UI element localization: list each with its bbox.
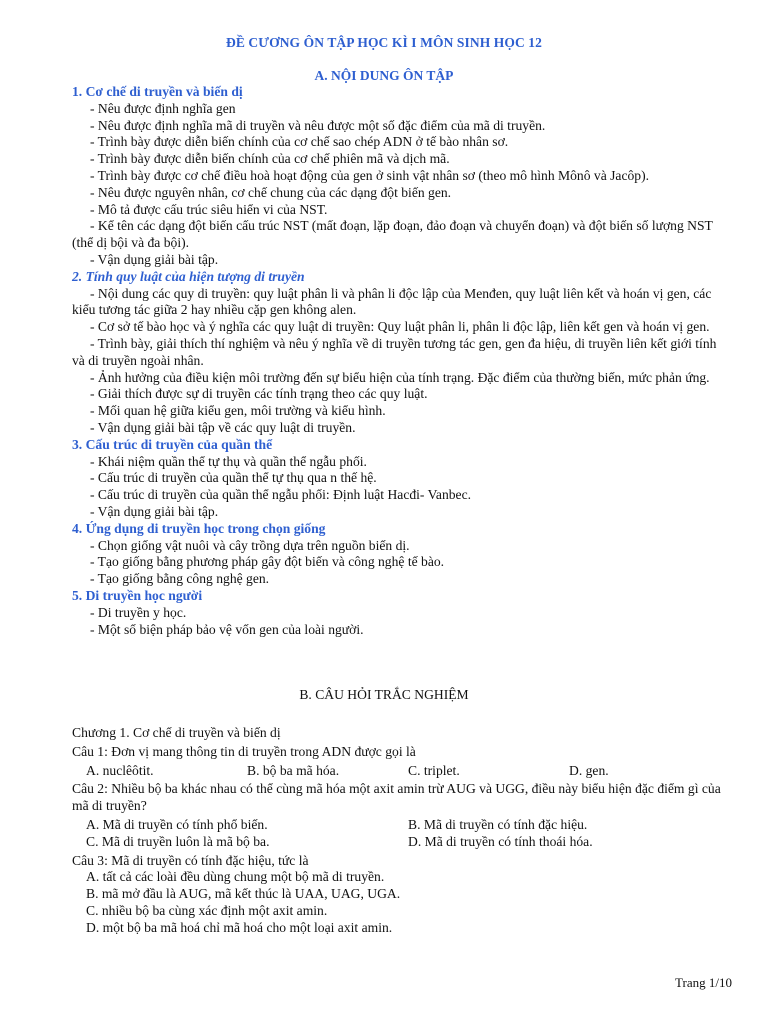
list-item: - Nêu được định nghĩa mã di truyền và nêu được một số đặc điểm của mã di truyền.: [90, 117, 546, 133]
question-1: Câu 1: Đơn vị mang thông tin di truyền trong ADN được gọi là: [72, 743, 416, 759]
list-item: - Nội dung các quy di truyền: quy luật phân li và phân li độc lập của Menđen, quy luật liên kết và hoán vị gen, các kiểu tương tác giữa 2 hay nhiều cặp gen không alen.: [72, 285, 712, 318]
list-item: - Mô tả được cấu trúc siêu hiển vi của NST.: [90, 201, 328, 217]
list-item: - Trình bày được cơ chế điều hoà hoạt động của gen ở sinh vật nhân sơ (theo mô hình Mônô và Jacôp).: [90, 167, 649, 183]
option-c: C. Mã di truyền luôn là mã bộ ba.: [86, 833, 270, 849]
section-heading-4: 4. Ứng dụng di truyền học trong chọn giống: [72, 520, 326, 536]
page-number: Trang 1/10: [675, 975, 732, 990]
list-item: - Cấu trúc di truyền của quần thể tự thụ qua n thế hệ.: [90, 470, 377, 486]
list-item: - Chọn giống vật nuôi và cây trồng dựa trên nguồn biến dị.: [90, 537, 410, 553]
option-b: B. mã mở đầu là AUG, mã kết thúc là UAA, UAG, UGA.: [86, 886, 401, 902]
list-item: - Kể tên các dạng đột biến cấu trúc NST (mất đoạn, lặp đoạn, đảo đoạn và chuyển đoạn) và đột biến số lượng NST (thể dị bội và đa bội).: [72, 218, 713, 251]
list-item: - Cơ sở tế bào học và ý nghĩa các quy luật di truyền: Quy luật phân li, phân li độc lập, liên kết gen và hoán vị gen.: [90, 319, 710, 335]
list-item: - Tạo giống bằng phương pháp gây đột biến và công nghệ tế bào.: [90, 554, 445, 570]
list-item: - Nêu được nguyên nhân, cơ chế chung của các dạng đột biến gen.: [90, 184, 452, 200]
option-d: D. Mã di truyền có tính thoái hóa.: [408, 833, 593, 849]
question-2: Câu 2: Nhiều bộ ba khác nhau có thể cùng mã hóa một axit amin trừ AUG và UGG, điều này biểu hiện đặc điểm gì của mã di truyền?: [72, 781, 721, 814]
chapter-title: Chương 1. Cơ chế di truyền và biến dị: [72, 725, 281, 740]
option-d: D. gen.: [569, 762, 609, 778]
option-c: C. triplet.: [408, 762, 460, 778]
list-item: - Vận dụng giải bài tập.: [90, 503, 219, 519]
question-1-options: [72, 763, 737, 780]
list-item: - Trình bày, giải thích thí nghiệm và nêu ý nghĩa về di truyền tương tác gen, gen đa hiệu, di truyền liên kết giới tính và di truyền ngoài nhân.: [72, 335, 717, 368]
option-a: A. nuclêôtit.: [86, 762, 154, 778]
question-2-options: [72, 817, 737, 851]
option-c: C. nhiều bộ ba cùng xác định một axit amin.: [86, 902, 328, 918]
list-item: - Vận dụng giải bài tập.: [90, 251, 219, 267]
option-a: A. tất cả các loài đều dùng chung một bộ mã di truyền.: [86, 869, 385, 885]
quiz-section: [72, 725, 737, 937]
list-item: - Tạo giống bằng công nghệ gen.: [90, 571, 270, 587]
review-content: [72, 84, 732, 638]
section-heading-2: 2. Tính quy luật của hiện tượng di truyền: [72, 268, 305, 284]
section-heading-3: 3. Cấu trúc di truyền của quần thể: [72, 436, 273, 452]
list-item: - Mối quan hệ giữa kiểu gen, môi trường và kiểu hình.: [90, 403, 386, 419]
list-item: - Một số biện pháp bảo vệ vốn gen của loài người.: [90, 621, 364, 637]
option-b: B. bộ ba mã hóa.: [247, 762, 340, 778]
section-heading-5: 5. Di truyền học người: [72, 587, 203, 603]
question-3: Câu 3: Mã di truyền có tính đặc hiệu, tức là: [72, 852, 309, 868]
list-item: - Nêu được định nghĩa gen: [90, 100, 236, 116]
list-item: - Trình bày được diễn biến chính của cơ chế phiên mã và dịch mã.: [90, 151, 450, 167]
list-item: - Vận dụng giải bài tập về các quy luật di truyền.: [90, 419, 356, 435]
list-item: - Giải thích được sự di truyền các tính trạng theo các quy luật.: [90, 386, 428, 402]
option-d: D. một bộ ba mã hoá chỉ mã hoá cho một loại axit amin.: [86, 919, 393, 935]
section-b-title: B. CÂU HỎI TRẮC NGHIỆM: [299, 687, 469, 702]
list-item: - Khái niệm quần thể tự thụ và quần thể ngẫu phối.: [90, 453, 367, 469]
option-b: B. Mã di truyền có tính đặc hiệu.: [408, 816, 588, 832]
section-a-title: A. NỘI DUNG ÔN TẬP: [314, 68, 454, 83]
list-item: - Ảnh hưởng của điều kiện môi trường đến sự biểu hiện của tính trạng. Đặc điểm của thường biến, mức phản ứng.: [90, 369, 710, 385]
list-item: - Di truyền y học.: [90, 604, 187, 620]
document-title: ĐỀ CƯƠNG ÔN TẬP HỌC KÌ I MÔN SINH HỌC 12: [225, 35, 543, 50]
list-item: - Cấu trúc di truyền của quần thể ngẫu phối: Định luật Hacđi- Vanbec.: [90, 487, 472, 503]
list-item: - Trình bày được diễn biến chính của cơ chế sao chép ADN ở tế bào nhân sơ.: [90, 134, 509, 150]
section-heading-1: 1. Cơ chế di truyền và biến dị: [72, 84, 243, 99]
option-a: A. Mã di truyền có tính phổ biến.: [86, 816, 268, 832]
